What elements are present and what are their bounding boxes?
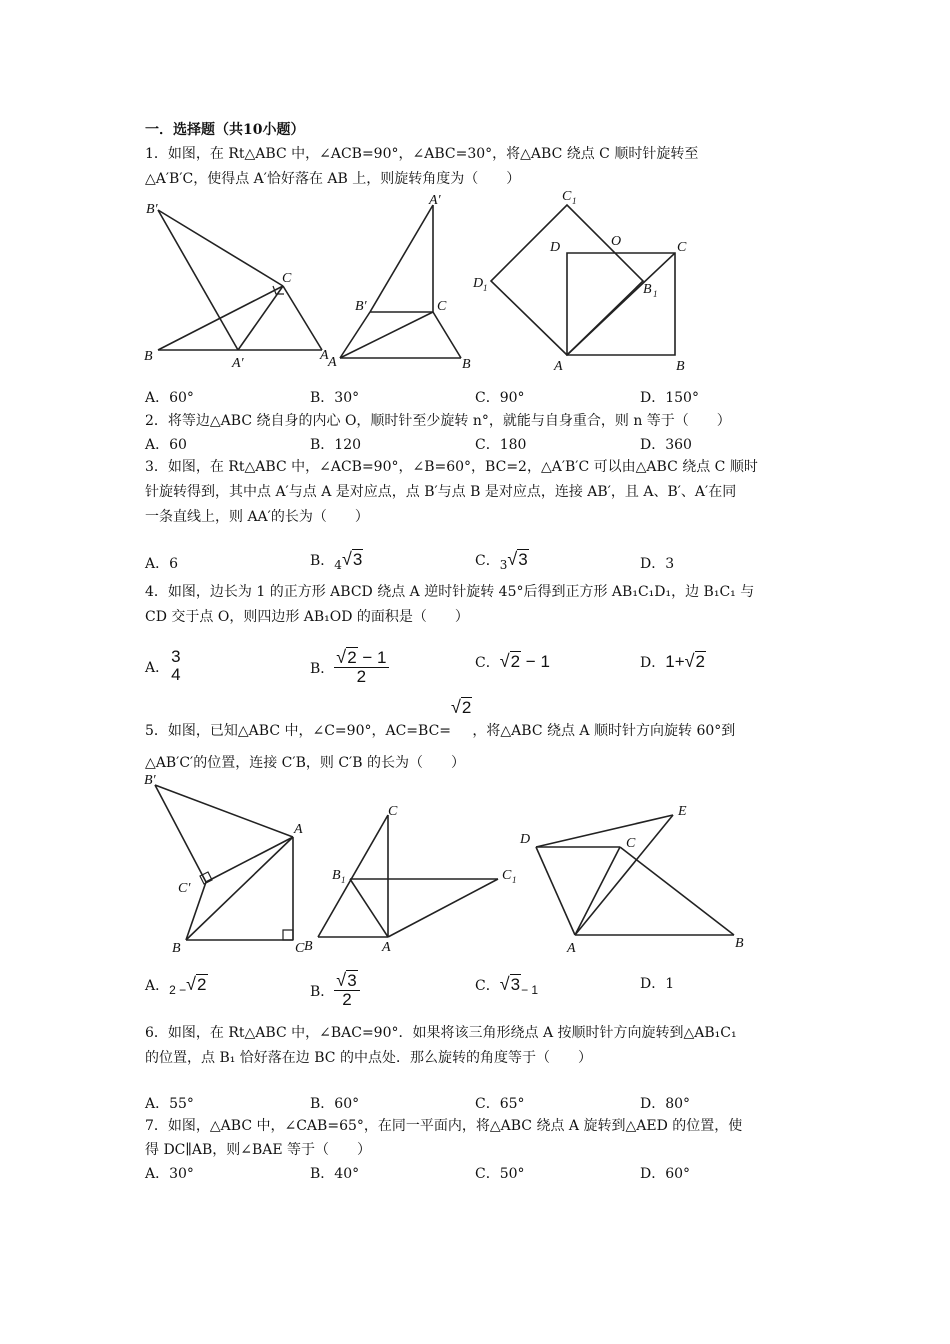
fig6-label-c: C: [626, 836, 636, 851]
q1-stem-line2: △A′B′C，使得点 A′恰好落在 AB 上，则旋转角度为（ ）: [145, 171, 521, 187]
q4-option-b-fraction: $\frac{√2 - 1}{2}$: [336, 647, 387, 686]
fig1-label-b-prime: B′: [146, 202, 158, 217]
fig4-label-c: C: [295, 941, 305, 956]
q3-option-c-coef: 3: [499, 558, 508, 572]
q3-option-c-radical: √3: [507, 549, 528, 569]
q7-stem-line2: 得 DC∥AB，则∠BAE 等于（ ）: [145, 1142, 372, 1158]
q7-option-c[interactable]: C．50°: [475, 1166, 525, 1182]
fig4-label-b-prime: B′: [144, 773, 156, 788]
q7-stem-line1: 7．如图，△ABC 中，∠CAB=65°，在同一平面内，将△ABC 绕点 A 旋转到△AED 的位置，使: [145, 1118, 743, 1134]
q4-option-d-pre: 1+: [665, 652, 685, 671]
q4-option-c-rest: − 1: [521, 652, 550, 671]
section-title: 一．选择题（共10小题）: [145, 122, 305, 138]
fig5-label-b: B: [304, 939, 313, 954]
q4-option-b-label: B．: [310, 661, 335, 677]
q5-option-a-pre: 2 −: [169, 983, 187, 997]
q5-figure-5: [300, 795, 530, 960]
q6-option-a[interactable]: A．55°: [145, 1096, 194, 1112]
q2-option-b[interactable]: B．120: [310, 437, 362, 453]
fig4-label-b: B: [172, 941, 181, 956]
q4-option-a-label: A．: [145, 660, 170, 676]
fig3-sub-b1: 1: [653, 289, 658, 299]
fig2-label-a: A: [328, 355, 337, 370]
q4-option-c-label: C．: [475, 655, 500, 671]
fig2-label-b-prime: B′: [355, 299, 367, 314]
q4-option-c[interactable]: [475, 652, 550, 672]
q2-option-c[interactable]: C．180: [475, 437, 527, 453]
q7-option-d[interactable]: D．60°: [640, 1166, 691, 1182]
fig4-label-c-prime: C′: [178, 881, 191, 896]
fig3-label-o: O: [611, 234, 622, 249]
q5-option-b-label: B．: [310, 984, 335, 1000]
fig1-label-a: A: [320, 348, 329, 363]
q5-option-c-post: − 1: [521, 983, 539, 997]
q5-option-b-fraction: $\frac{√3}{2}$: [334, 971, 359, 1009]
q5-option-c-radical: √3: [499, 974, 521, 994]
fig4-label-a: A: [294, 822, 303, 837]
fig3-label-c: C: [677, 240, 687, 255]
q1-option-d[interactable]: D．150°: [640, 390, 699, 406]
q3-option-b[interactable]: [310, 550, 363, 574]
fig6-label-e: E: [678, 804, 687, 819]
q5-option-c-label: C．: [475, 978, 500, 994]
fig3-label-d1: D: [473, 276, 484, 291]
q3-stem-line1: 3．如图，在 Rt△ABC 中，∠ACB=90°，∠B=60°，BC=2，△A′B′C 可以由△ABC 绕点 C 顺时: [145, 459, 758, 475]
q5-option-a-label: A．: [145, 978, 170, 994]
q7-option-b[interactable]: B．40°: [310, 1166, 360, 1182]
fig3-sub-c1: 1: [572, 196, 577, 206]
q2-stem: 2．将等边△ABC 绕自身的内心 O，顺时针至少旋转 n°，就能与自身重合，则 n 等于（ ）: [145, 413, 731, 429]
q3-option-b-radical: √3: [341, 549, 363, 569]
q4-option-c-radical: √2: [499, 651, 521, 671]
q4-option-a-fraction: 3 4: [171, 647, 181, 684]
fig5-sub-b1: 1: [341, 875, 346, 885]
fig5-sub-c1: 1: [512, 875, 517, 885]
q5-option-d[interactable]: D．1: [640, 976, 675, 992]
q6-stem-line1: 6．如图，在 Rt△ABC 中，∠BAC=90°．如果将该三角形绕点 A 按顺时针方向旋转到△AB₁C₁: [145, 1025, 737, 1041]
q1-option-c[interactable]: C．90°: [475, 390, 525, 406]
q1-figure-1: [140, 195, 340, 375]
q4-option-d-radical: √2: [684, 651, 705, 671]
q4-stem-line1: 4．如图，边长为 1 的正方形 ABCD 绕点 A 逆时针旋转 45°后得到正方形 AB₁C₁D₁，边 B₁C₁ 与: [145, 584, 755, 600]
q5-stem-radical: √2: [451, 697, 472, 717]
fig1-label-c: C: [282, 271, 292, 286]
fig5-label-b1: B: [332, 868, 341, 883]
q6-stem-line2: 的位置，点 B₁ 恰好落在边 BC 的中点处．那么旋转的角度等于（ ）: [145, 1050, 592, 1066]
fig3-label-c1: C: [562, 189, 572, 204]
fig6-label-d: D: [520, 832, 531, 847]
q7-figure-6: [510, 795, 760, 960]
q1-option-b[interactable]: B．30°: [310, 390, 360, 406]
q4-option-d[interactable]: [640, 652, 706, 672]
q3-stem-line3: 一条直线上，则 AA′的长为（ ）: [145, 509, 369, 525]
q5-option-b[interactable]: [310, 970, 360, 1009]
fig2-label-b: B: [462, 357, 471, 372]
q1-option-a[interactable]: A．60°: [145, 390, 194, 406]
q5-option-a-radical: √2: [186, 974, 207, 994]
q1-figure-2: [325, 190, 475, 370]
q5-stem-line2: △AB′C′的位置，连接 C′B，则 C′B 的长为（ ）: [145, 755, 465, 771]
fig6-label-b: B: [735, 936, 744, 951]
q4-stem-line2: CD 交于点 O，则四边形 AB₁OD 的面积是（ ）: [145, 609, 469, 625]
q4-option-a[interactable]: [145, 647, 183, 684]
q5-option-c[interactable]: [475, 975, 538, 999]
fig2-label-a-prime: A′: [429, 193, 441, 208]
q5-option-a[interactable]: [145, 975, 208, 999]
fig6-label-a: A: [567, 941, 576, 956]
fig3-label-a: A: [554, 359, 563, 374]
fig3-label-d: D: [550, 240, 561, 255]
q1-stem-line1: 1．如图，在 Rt△ABC 中，∠ACB=90°，∠ABC=30°，将△ABC 绕点 C 顺时针旋转至: [145, 146, 699, 162]
q4-option-d-label: D．: [640, 655, 666, 671]
q6-option-d[interactable]: D．80°: [640, 1096, 691, 1112]
fig5-label-c: C: [388, 804, 398, 819]
fig3-sub-d1: 1: [483, 283, 488, 293]
fig3-label-b: B: [676, 359, 685, 374]
q2-option-d[interactable]: D．360: [640, 437, 692, 453]
q3-option-b-coef: 4: [334, 558, 342, 572]
fig5-label-a: A: [382, 940, 391, 955]
fig3-label-b1: B: [643, 282, 652, 297]
q4-option-b[interactable]: [310, 647, 389, 686]
q7-option-a[interactable]: A．30°: [145, 1166, 194, 1182]
q3-stem-line2: 针旋转得到，其中点 A′与点 A 是对应点，点 B′与点 B 是对应点，连接 AB′，且 A、B′、A′在同: [145, 484, 737, 500]
fig1-label-a-prime: A′: [232, 356, 244, 371]
fig2-label-c: C: [437, 299, 447, 314]
q6-option-c[interactable]: C．65°: [475, 1096, 525, 1112]
q1-figure-3: [470, 185, 700, 380]
q3-option-a[interactable]: A．6: [145, 556, 179, 572]
q2-option-a[interactable]: A．60: [145, 437, 187, 453]
q3-option-d[interactable]: D．3: [640, 556, 675, 572]
fig5-label-c1: C: [502, 868, 512, 883]
q6-option-b[interactable]: B．60°: [310, 1096, 360, 1112]
fig1-label-b: B: [144, 349, 153, 364]
q3-option-b-label: B．: [310, 553, 335, 569]
q3-option-c-label: C．: [475, 553, 500, 569]
q3-option-c[interactable]: [475, 550, 529, 574]
q5-stem-line1: 5．如图，已知△ABC 中，∠C=90°，AC=BC=√2，将△ABC 绕点 A 顺时针方向旋转 60°到: [145, 697, 736, 739]
